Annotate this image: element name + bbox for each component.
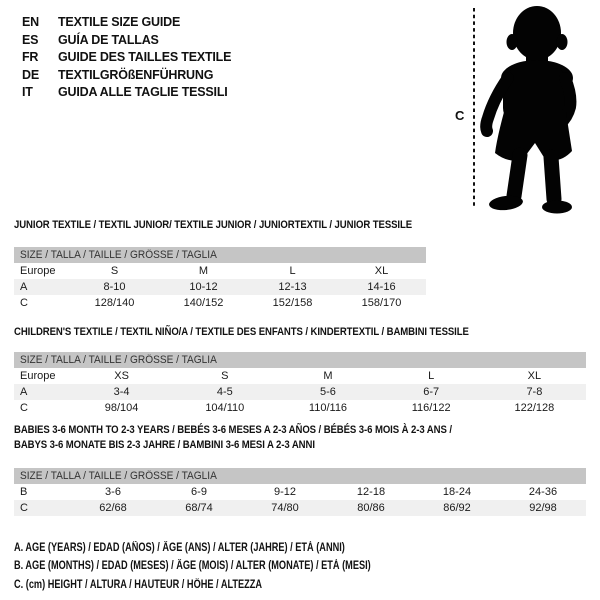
row-label: C [20,402,28,414]
table-header-label: SIZE / TALLA / TAILLE / GRÖSSE / TAGLIA [20,249,217,261]
row-label: A [20,386,28,398]
language-code: IT [22,85,33,99]
baby-height-figure [450,0,590,220]
size-cell: 18-24 [442,486,472,498]
size-cell: 14-16 [367,281,396,293]
size-cell: 122/128 [514,402,555,414]
size-cell: 110/116 [308,402,348,414]
size-cell: 8-10 [103,281,126,293]
size-cell: S [221,370,229,382]
legend-notes [14,539,460,594]
size-table [14,352,586,416]
height-label-c: C [455,108,465,123]
language-row [22,49,231,67]
size-table-section [14,325,586,416]
size-cell: XL [374,265,389,277]
table-header-label: SIZE / TALLA / TAILLE / GRÖSSE / TAGLIA [20,470,217,482]
size-cell: 6-9 [191,486,207,498]
row-label: C [20,502,28,514]
language-guide-title: GUÍA DE TALLAS [58,32,159,47]
size-table-section [14,218,426,311]
table-title [14,218,426,247]
language-guide-title: TEXTILGRÖßENFÜHRUNG [58,67,214,82]
size-cell: XS [114,370,129,382]
size-cell: 12-18 [356,486,386,498]
table-title [14,325,586,352]
language-guide-title: GUIDA ALLE TAGLIE TESSILI [58,85,228,99]
size-table [14,247,426,311]
table-header [14,247,426,263]
size-cell: 152/158 [272,297,313,309]
size-table [14,468,586,516]
table-title-line: CHILDREN'S TEXTILE / TEXTIL NIÑO/A / TEXTILE DES ENFANTS / KINDERTEXTIL / BAMBINI TESSILE [14,326,469,338]
size-cell: L [428,370,435,382]
row-label: B [20,486,28,498]
table-row [14,263,426,279]
size-cell: 6-7 [423,386,440,398]
size-cell: 92/98 [529,502,557,514]
legend-line [14,557,460,575]
size-cell: 80/86 [357,502,385,514]
table-row [14,368,586,384]
size-cell: M [198,265,209,277]
row-label: Europe [20,265,56,277]
size-table-section [14,423,586,516]
size-cell: M [323,370,333,382]
size-cell: 116/122 [411,402,451,414]
legend-line [14,576,460,594]
table-row [14,279,426,295]
size-cell: XL [527,370,542,382]
size-cell: 12-13 [278,281,307,293]
size-cell: 62/68 [99,502,127,514]
language-code: EN [22,15,39,29]
size-cell: 24-36 [528,486,558,498]
size-cell: 74/80 [271,502,299,514]
language-row [22,14,231,32]
row-label: C [20,297,28,309]
table-header-label: SIZE / TALLA / TAILLE / GRÖSSE / TAGLIA [20,354,217,366]
legend-line-text: C. (cm) HEIGHT / ALTURA / HAUTEUR / HÖHE / ALTEZZA [14,578,263,591]
language-row [22,84,231,102]
size-cell: 9-12 [273,486,297,498]
size-cell: 7-8 [526,386,543,398]
size-cell: 140/152 [183,297,224,309]
language-row [22,67,231,85]
size-cell: 10-12 [189,281,218,293]
table-header [14,352,586,368]
legend-line-text: A. AGE (YEARS) / EDAD (AÑOS) / ÂGE (ANS) / ALTER (JAHRE) / ETÀ (ANNI) [14,542,345,554]
table-title [14,423,586,468]
size-cell: 68/74 [185,502,213,514]
table-row [14,400,586,416]
size-cell: S [110,265,119,277]
table-header [14,468,586,484]
language-guide-title: TEXTILE SIZE GUIDE [58,15,181,29]
size-cell: 128/140 [94,297,135,309]
language-guide-title: GUIDE DES TAILLES TEXTILE [58,50,232,64]
table-row [14,295,426,311]
legend-line-text: B. AGE (MONTHS) / EDAD (MESES) / ÂGE (MOIS) / ALTER (MONATE) / ETÀ (MESI) [14,560,371,573]
table-title-line: JUNIOR TEXTILE / TEXTIL JUNIOR/ TEXTILE JUNIOR / JUNIORTEXTIL / JUNIOR TESSILE [14,219,413,231]
table-row [14,384,586,400]
row-label: A [20,281,28,293]
baby-silhouette-icon [486,6,573,214]
table-title-line: BABIES 3-6 MONTH TO 2-3 YEARS / BEBÉS 3-6 MESES A 2-3 AÑOS / BÉBÉS 3-6 MOIS À 2-3 ANS / [14,424,452,436]
table-row [14,484,586,500]
row-label: Europe [20,370,56,382]
table-title-line: BABYS 3-6 MONATE BIS 2-3 JAHRE / BAMBINI 3-6 MESI A 2-3 ANNI [14,438,315,451]
table-row [14,500,586,516]
size-cell: 5-6 [320,386,336,398]
size-cell: 4-5 [216,386,233,398]
size-cell: 3-4 [113,386,130,398]
language-code: FR [22,50,39,64]
size-cell: 98/104 [104,402,139,414]
size-cell: 86/92 [443,502,471,514]
language-code: DE [22,67,39,82]
language-list [22,14,231,102]
legend-line [14,539,460,557]
size-cell: 158/170 [361,297,402,309]
language-row [22,32,231,50]
language-code: ES [22,32,39,47]
size-cell: 104/110 [205,402,245,414]
size-cell: 3-6 [105,486,121,498]
size-cell: L [289,265,296,277]
